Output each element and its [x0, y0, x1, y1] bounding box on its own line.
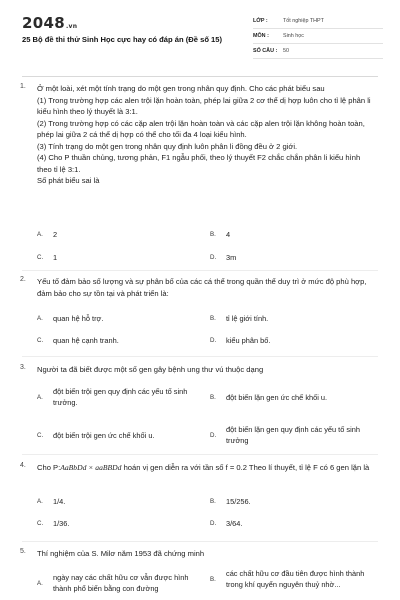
option-text: ngày nay các chất hữu cơ vẫn được hình thành phổ biến bằng con đường: [53, 573, 189, 593]
question-divider: [22, 541, 378, 542]
question-stem: Yếu tố đảm bảo số lượng và sự phân bố của các cá thể trong quần thể duy trì ở mức độ phù hợp, đảm bảo cho sự tồn tại và phát triển là:: [37, 277, 367, 298]
option-a[interactable]: [37, 386, 197, 408]
meta-label: MÔN :: [253, 33, 269, 39]
option-letter: D.: [210, 254, 217, 261]
option-b[interactable]: [210, 496, 380, 507]
option-c[interactable]: [37, 430, 207, 441]
option-text: đột biến lặn gen ức chế khối u.: [226, 393, 328, 402]
option-b[interactable]: [210, 568, 380, 590]
question-stem: Người ta đã biết được một số gen gây bệnh ung thư vú thuộc dạng: [37, 365, 264, 374]
option-text: quan hệ hỗ trợ.: [53, 314, 104, 323]
stem-line: (1) Trong trường hợp các alen trội lặn hoàn toàn, phép lai giữa 2 cơ thể dị hợp luôn cho tỉ lệ phân li kiểu hình theo lý thuyết là 3:1.: [37, 95, 371, 116]
stem-suffix: hoán vị gen diễn ra với tần số f = 0.2 Theo lí thuyết, tỉ lệ F có 6 gen lặn là: [121, 463, 370, 472]
option-letter: C.: [37, 520, 44, 527]
question-stem: [37, 462, 373, 474]
question-number: 5.: [20, 548, 26, 555]
option-text: 4: [226, 230, 231, 239]
question-5: [20, 548, 380, 600]
option-letter: B.: [210, 575, 216, 583]
stem-line: Số phát biểu sai là: [37, 176, 100, 185]
meta-label: SỐ CÂU :: [253, 48, 278, 54]
option-letter: B.: [210, 315, 216, 322]
option-letter: B.: [210, 498, 216, 505]
question-2: [20, 276, 380, 346]
option-text: quan hệ cạnh tranh.: [53, 336, 119, 345]
option-letter: A.: [37, 393, 43, 401]
question-number: 4.: [20, 462, 26, 469]
question-stem: Thí nghiệm của S. Milơ năm 1953 đã chứng minh: [37, 549, 205, 558]
option-letter: D.: [210, 337, 217, 344]
option-letter: C.: [37, 337, 44, 344]
option-text: kiểu phân bố.: [226, 336, 271, 345]
question-number: 1.: [20, 83, 26, 90]
option-letter: A.: [37, 315, 43, 322]
option-letter: C.: [37, 254, 44, 261]
meta-value: 50: [283, 48, 289, 54]
option-text: 1/36.: [53, 519, 70, 528]
stem-line: Ở một loài, xét một tính trạng do một gen trong nhân quy định. Cho các phát biểu sau: [37, 84, 325, 93]
stem-line: (3) Tính trạng do một gen trong nhân quy định luôn phân li đồng đều ở 2 giới.: [37, 141, 298, 151]
meta-row-class: [253, 14, 383, 29]
option-d[interactable]: [210, 252, 380, 263]
exam-meta: [253, 14, 383, 59]
meta-value: Tốt nghiệp THPT: [283, 18, 324, 24]
question-1: [20, 83, 380, 265]
question-divider: [22, 356, 378, 357]
option-d[interactable]: [210, 424, 380, 446]
option-letter: A.: [37, 579, 43, 587]
stem-prefix: Cho P:: [37, 463, 61, 472]
question-number: 2.: [20, 276, 26, 283]
option-text: đột biến trội gen quy định các yếu tố sinh trưởng.: [53, 387, 188, 407]
option-text: đột biến trội gen ức chế khối u.: [53, 431, 155, 440]
option-text: 1: [53, 253, 58, 262]
option-a[interactable]: [37, 313, 207, 324]
option-letter: C.: [37, 432, 44, 439]
option-letter: D.: [210, 431, 217, 439]
option-text: đột biến lặn gen quy định các yếu tố sinh trưởng: [226, 425, 360, 445]
page-header: [0, 0, 400, 70]
logo-text: 2048: [22, 14, 65, 32]
option-letter: D.: [210, 520, 217, 527]
document-title: 25 Bộ đề thi thử Sinh Học cực hay có đáp án (Đề số 15): [22, 35, 223, 44]
question-number: 3.: [20, 364, 26, 371]
option-text: 3/64.: [226, 519, 243, 528]
option-text: 3m: [226, 253, 237, 262]
option-text: 2: [53, 230, 58, 239]
option-d[interactable]: [210, 335, 380, 346]
option-a[interactable]: [37, 572, 207, 594]
meta-row-subject: [253, 29, 383, 44]
question-4: [20, 462, 380, 538]
question-stem: [37, 83, 373, 187]
meta-label: LỚP :: [253, 18, 268, 24]
meta-row-count: [253, 44, 383, 59]
option-letter: A.: [37, 498, 43, 505]
option-c[interactable]: [37, 518, 207, 529]
option-text: 1/4.: [53, 497, 66, 506]
question-3: [20, 364, 380, 448]
option-d[interactable]: [210, 518, 380, 529]
option-letter: A.: [37, 231, 43, 238]
stem-line: (4) Cho P thuần chủng, tương phản, F1 ngẫu phối, theo lý thuyết F2 chắc chắn phân li kiểu hình theo tỉ lệ 3:1.: [37, 153, 361, 174]
option-a[interactable]: [37, 496, 207, 507]
option-b[interactable]: [210, 392, 380, 403]
logo-suffix: .vn: [65, 23, 78, 30]
option-a[interactable]: [37, 229, 207, 240]
genotype-formula: AaBbDd × aaBBDd: [60, 463, 122, 472]
question-divider: [22, 270, 378, 271]
option-text: các chất hữu cơ đầu tiên được hình thành trong khí quyển nguyên thuỷ nhờ...: [226, 569, 365, 589]
option-letter: B.: [210, 231, 216, 238]
option-b[interactable]: [210, 229, 380, 240]
stem-line: (2) Trong trường hợp có các cặp alen trội lặn hoàn toàn và các cặp alen trội lặn không hoàn toàn, phép lai giữa 2 cá thể dị hợp có thể cho tối đa 4 loại kiểu hình.: [37, 118, 365, 139]
meta-value: Sinh học: [283, 33, 304, 39]
option-text: 15/256.: [226, 497, 251, 506]
option-b[interactable]: [210, 313, 380, 324]
question-divider: [22, 454, 378, 455]
option-letter: B.: [210, 394, 216, 401]
option-text: tỉ lệ giới tính.: [226, 314, 269, 323]
site-logo[interactable]: [22, 14, 77, 32]
header-divider: [22, 76, 378, 77]
option-c[interactable]: [37, 252, 207, 263]
option-c[interactable]: [37, 335, 207, 346]
